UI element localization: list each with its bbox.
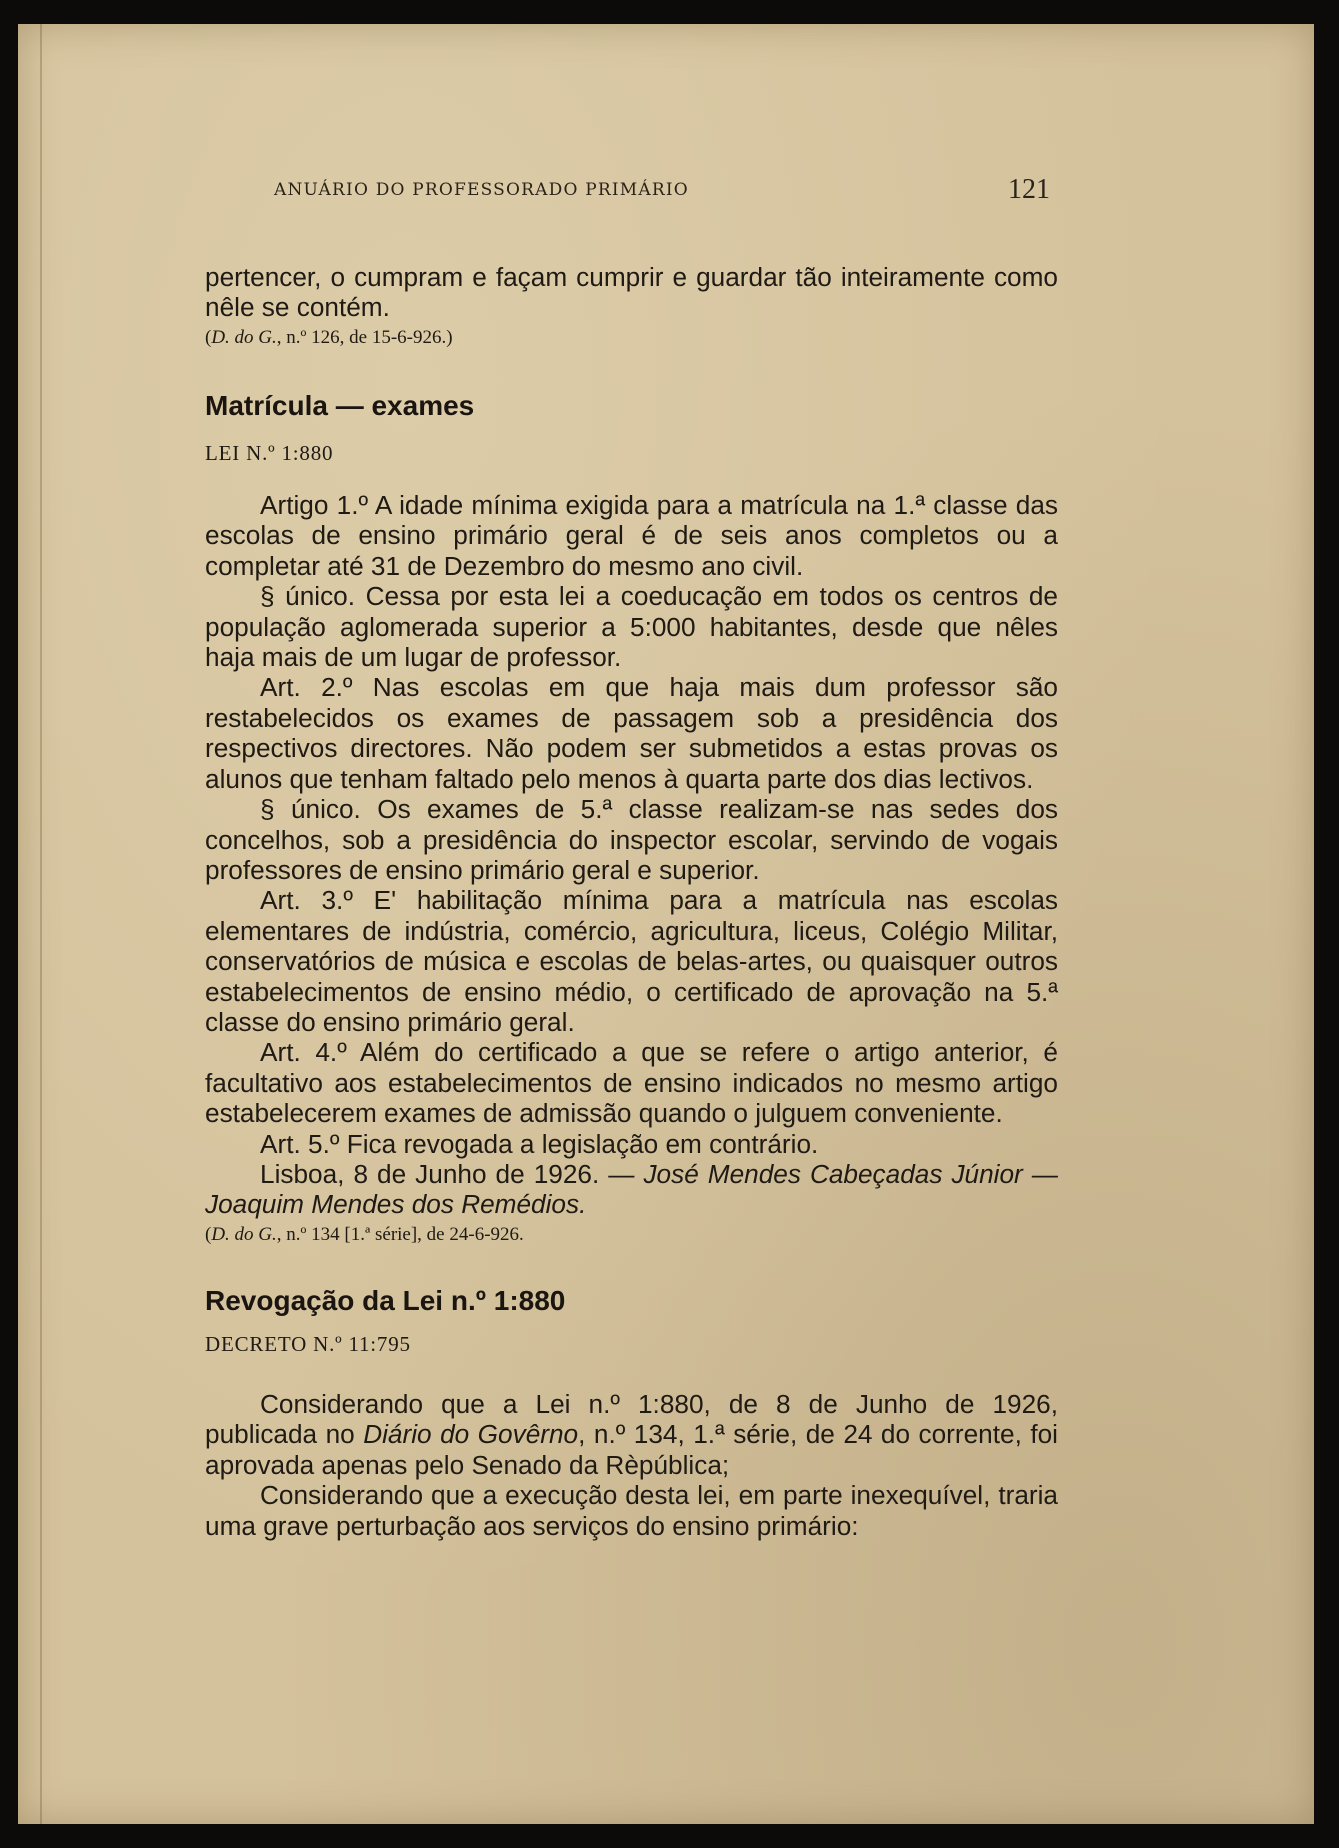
considering-paragraph-2: Considerando que a execução desta lei, em parte inexequível, traria uma grave perturbação aos serviços do ensino primário: (205, 1480, 1058, 1541)
citation-open-paren: ( (205, 326, 212, 348)
citation-dg-134 (205, 1220, 1058, 1250)
considering-1-end: , n.º 134, 1.ª série, de 24 do corrente, foi aprovada apenas pelo Senado da Rèpública; (205, 1419, 1058, 1480)
page-body (205, 262, 1058, 1541)
considering-1-publication: Diário do Govêrno (363, 1419, 579, 1450)
article-2-paragraph-unique: § único. Os exames de 5.ª classe realizam-se nas sedes dos concelhos, sob a presidência do inspector escolar, servindo de vogais professores de ensino primário geral e superior. (205, 794, 1058, 885)
citation-dg-126 (205, 323, 1058, 353)
decree-number: DECRETO N.º 11:795 (205, 1331, 411, 1356)
citation-open-paren: ( (205, 1223, 212, 1245)
opening-paragraph: pertencer, o cumpram e façam cumprir e guardar tão inteiramente como nêle se contém. (205, 262, 1058, 323)
article-3: Art. 3.º E' habilitação mínima para a matrícula nas escolas elementares de indústria, comércio, agricultura, liceus, Colégio Militar, conservatórios de música e escolas de belas-artes, ou quaisquer outros estabelecimentos de ensino médio, o certificado de aprovação na 5.ª classe do ensino primário geral. (205, 885, 1058, 1037)
considering-1-start: Considerando que a Lei n.º 1:880, de 8 de Junho de 1926, publicada no (205, 1389, 1058, 1450)
citation-source: D. do G. (211, 326, 277, 348)
article-1-paragraph-unique: § único. Cessa por esta lei a coeducação em todos os centros de população aglomerada superior a 5:000 habitantes, desde que nêles haja mais de um lugar de professor. (205, 581, 1058, 673)
signature-names: José Mendes Cabeçadas Júnior —Joaquim Mendes dos Remédios. (205, 1158, 1058, 1220)
article-4: Art. 4.º Além do certificado a que se refere o artigo anterior, é facultativo aos estabelecimentos de ensino indicados no mesmo artigo estabelecerem exames de admissão quando o julguem conveniente. (205, 1037, 1058, 1129)
section-heading-revogacao: Revogação da Lei n.º 1:880 (205, 1285, 566, 1317)
signature-line (205, 1159, 1058, 1220)
article-1: Artigo 1.º A idade mínima exigida para a matrícula na 1.ª classe das escolas de ensino primário geral é de seis anos completos ou a completar até 31 de Dezembro do mesmo ano civil. (205, 490, 1058, 581)
signature-place-date: Lisboa, 8 de Junho de 1926. — (260, 1158, 644, 1189)
considering-paragraph-1 (205, 1389, 1058, 1480)
book-page (18, 24, 1314, 1824)
citation-detail: , n.º 126, de 15-6-926.) (276, 326, 453, 348)
article-2: Art. 2.º Nas escolas em que haja mais dum professor são restabelecidos os exames de passagem sob a presidência dos respectivos directores. Não podem ser submetidos a estas provas os alunos que tenham faltado pelo menos à quarta parte dos dias lectivos. (205, 672, 1058, 794)
citation-source: D. do G. (211, 1223, 277, 1245)
section-heading-matricula: Matrícula — exames (205, 390, 475, 422)
page-number: 121 (1008, 174, 1050, 205)
citation-detail: , n.º 134 [1.ª série], de 24-6-926. (276, 1223, 524, 1245)
article-5: Art. 5.º Fica revogada a legislação em contrário. (260, 1128, 819, 1159)
law-number: LEI N.º 1:880 (205, 440, 334, 465)
running-title: ANUÁRIO DO PROFESSORADO PRIMÁRIO (274, 180, 689, 200)
